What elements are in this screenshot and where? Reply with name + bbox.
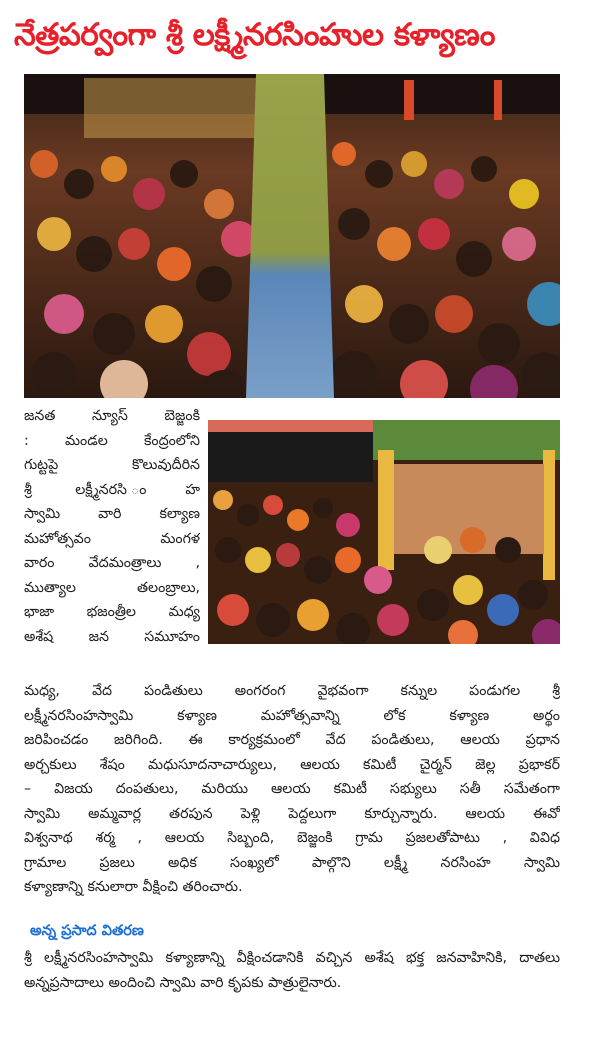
subheading: అన్న ప్రసాద వితరణ	[30, 923, 144, 939]
headline: నేత్రపర్వంగా శ్రీ లక్ష్మీనరసింహుల కళ్యాణం	[14, 17, 495, 53]
article-line: గుట్టపై కొలువుదీరిన	[24, 457, 200, 473]
article-body	[24, 679, 560, 900]
article-line: మహోత్సవం మంగళ	[24, 530, 200, 547]
article-line: విశ్వనాథ శర్మ , ఆలయ సిబ్బంది, బెజ్జంకి గ్రామ ప్రజలతోపాటు , వివిధ	[24, 830, 560, 846]
article-line: జనత న్యూస్ బెజ్జంకి	[24, 408, 200, 424]
article-line: స్వామి వారి కల్యాణ	[24, 506, 200, 522]
article-line: శ్రీ లక్ష్మీనరసి ంహ	[24, 481, 200, 498]
article-line: భాజా భజంత్రీల మధ్య	[24, 604, 200, 620]
article-line: : మండల కేంద్రంలోని	[24, 432, 200, 449]
article-line: – విజయ దంపతులు, మరియు ఆలయ కమిటీ సభ్యులు సతీ సమేతంగా	[24, 781, 560, 797]
article-line: లక్ష్మీనరసింహస్వామి కళ్యాణ మహోత్సవాన్ని లోక కళ్యాణ అర్థం	[24, 707, 560, 724]
article-line: కళ్యాణాన్ని కనులారా వీక్షించి తరించారు.	[24, 879, 243, 895]
article-line: గ్రామాల ప్రజలు అధిక సంఖ్యలో పాల్గొని లక్ష్మీ నరసింహ స్వామి	[24, 854, 560, 871]
article-line: జనవాహినికి, దాతలు అన్నప్రసాదాలు అందించి స్వామి వారి కృపకు	[24, 950, 561, 991]
article-line: జరిపించడం జరిగింది. ఈ కార్యక్రమంలో వేద పండితులు, ఆలయ ప్రధాన	[24, 732, 560, 748]
article-line: మధ్య, వేద పండితులు అంగరంగ వైభవంగా కన్నుల పండుగల శ్రీ	[24, 683, 560, 699]
article-line: ముత్యాల తలంబ్రాలు,	[24, 579, 200, 596]
article-line: వారం వేదమంత్రాలు ,	[24, 555, 200, 571]
article-second-paragraph	[24, 946, 560, 995]
article-line: అర్చకులు శేషం మధుసూదనాచార్యులు, ఆలయ కమిటీ చైర్మన్ జెల్ల ప్రభాకర్	[24, 756, 560, 773]
ritual-photo	[208, 420, 560, 644]
article-line: స్వామి అమ్మవార్ల తరపున పెళ్లి పెద్దలుగా కూర్చున్నారు. ఆలయ ఈవో	[24, 805, 560, 822]
article-line: శ్రీ లక్ష్మీనరసింహస్వామి కళ్యాణాన్ని వీక్షించడానికి వచ్చిన అశేష భక్త	[24, 950, 424, 966]
crowd-photo	[24, 74, 560, 398]
article-line: అశేష జన సమూహం	[24, 628, 200, 645]
article-left-column	[24, 404, 200, 649]
article-line: పాత్రులైనారు.	[268, 974, 342, 991]
